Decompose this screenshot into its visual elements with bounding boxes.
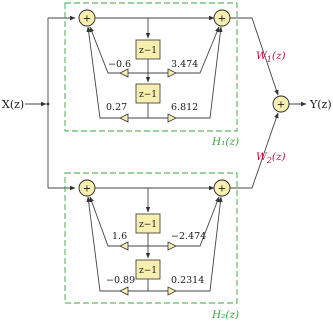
filter-h2-gain-b1	[168, 242, 176, 250]
filter-h2-a2-label: −0.89	[106, 275, 136, 286]
output-sum-sign: +	[276, 99, 286, 111]
filter-h1-gain-a2	[120, 114, 128, 122]
filter-h2-output-sum-sign: +	[217, 183, 227, 195]
filter-h1-a2-label: 0.27	[106, 102, 128, 113]
filter-h1-gain-b1	[168, 69, 176, 77]
filter-h1-b1-label: 3.474	[171, 59, 199, 70]
filter-h2-b1-label: −2.474	[171, 231, 207, 242]
filter-h2-gain-b2	[168, 287, 176, 295]
filter-h2-name: H₂(z)	[212, 309, 240, 321]
input-label: X(z)	[2, 98, 25, 111]
filter-h2	[65, 113, 286, 321]
filter-h2-input-sum-sign: +	[82, 183, 92, 195]
filter-h1-input-sum-sign: +	[82, 13, 92, 25]
output-label: Y(z)	[310, 98, 332, 111]
filter-h2-gain-a2	[120, 287, 128, 295]
filter-h1-a1-label: −0.6	[108, 59, 132, 70]
filter-h1-delay-2-label: z−1	[138, 90, 158, 100]
filter-h2-gain-a1	[120, 242, 128, 250]
filter-h1-b2-label: 6.812	[171, 102, 199, 113]
filter-h1-weight: $W_1(z)$	[256, 50, 286, 64]
filter-h2-a1-label: 1.6	[112, 231, 128, 242]
filter-h2-b2-label: 0.2314	[171, 275, 205, 286]
filter-h1-gain-a1	[120, 69, 128, 77]
filter-h1-name: H₁(z)	[212, 136, 240, 148]
filter-h1-delay-1-label: z−1	[138, 46, 158, 56]
filter-h1-output-sum-sign: +	[217, 13, 227, 25]
filter-h2-delay-1-label: z−1	[138, 220, 158, 230]
filter-h1-gain-b2	[168, 114, 176, 122]
split-junction-dot	[47, 103, 50, 106]
filter-h2-weight: $W_2(z)$	[256, 151, 286, 165]
filter-h2-delay-2-label: z−1	[138, 266, 158, 276]
filter-h1	[65, 3, 286, 148]
